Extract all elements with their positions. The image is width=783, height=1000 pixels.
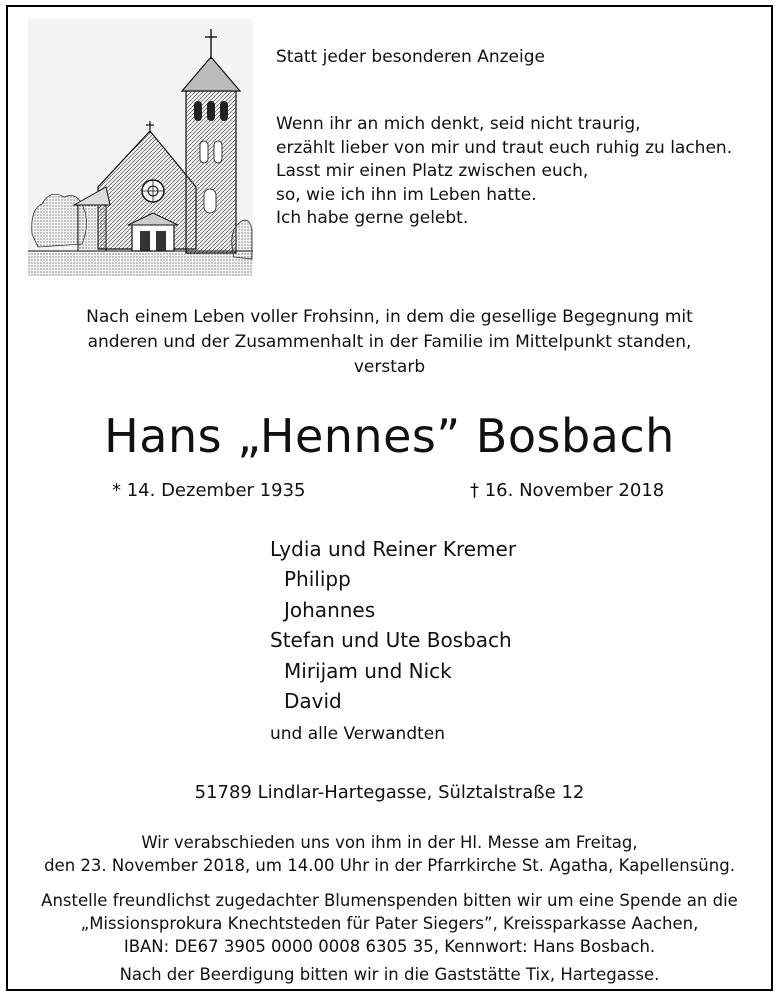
service-info bbox=[8, 831, 771, 877]
intro-heading: Statt jeder besonderen Anzeige bbox=[276, 47, 545, 67]
mourner-entry: Stefan und Ute Bosbach bbox=[270, 628, 512, 653]
poem-line: erzählt lieber von mir und traut euch ruhig zu lachen. bbox=[276, 137, 733, 158]
mourner-entry: Philipp bbox=[284, 567, 351, 592]
poem bbox=[276, 113, 732, 231]
obituary-notice bbox=[6, 5, 773, 991]
lead-line: verstarb bbox=[353, 357, 426, 377]
service-line: den 23. November 2018, um 14.00 Uhr in der Pfarrkirche St. Agatha, Kapellensüng. bbox=[44, 856, 735, 875]
lead-paragraph bbox=[8, 305, 771, 380]
poem-line: Lasst mir einen Platz zwischen euch, bbox=[276, 161, 589, 181]
mourners-list bbox=[270, 534, 516, 716]
service-line: Wir verabschieden uns von ihm in der Hl. Messe am Freitag, bbox=[141, 833, 638, 852]
mourner-entry: Johannes bbox=[284, 597, 376, 622]
poem-line: Ich habe gerne gelebt. bbox=[276, 208, 469, 228]
birth-date: * 14. Dezember 1935 bbox=[112, 480, 306, 501]
mourner-entry: Mirijam und Nick bbox=[284, 658, 452, 683]
donation-line: IBAN: DE67 3905 0000 0008 6305 35, Kennwort: Hans Bosbach. bbox=[123, 937, 656, 956]
lead-line: Nach einem Leben voller Frohsinn, in dem die gesellige Begegnung mit bbox=[86, 307, 693, 327]
address: 51789 Lindlar-Hartegasse, Sülztalstraße 12 bbox=[194, 782, 585, 803]
poem-line: so, wie ich ihn im Leben hatte. bbox=[276, 184, 537, 205]
donation-line: Anstelle freundlichst zugedachter Blumenspenden bitten wir um eine Spende an die bbox=[41, 891, 738, 910]
church-illustration bbox=[28, 19, 253, 276]
relatives-line: und alle Verwandten bbox=[270, 724, 446, 744]
deceased-name: Hans „Hennes” Bosbach bbox=[104, 409, 675, 463]
funeral-reception: Nach der Beerdigung bitten wir in die Gaststätte Tix, Hartegasse. bbox=[119, 965, 660, 984]
mourner-entry: David bbox=[284, 689, 342, 714]
mourner-entry: Lydia und Reiner Kremer bbox=[270, 537, 517, 561]
poem-line: Wenn ihr an mich denkt, seid nicht traurig, bbox=[276, 114, 641, 134]
donation-info bbox=[8, 889, 771, 958]
lead-line: anderen und der Zusammenhalt in der Familie im Mittelpunkt standen, bbox=[87, 332, 692, 352]
death-date: † 16. November 2018 bbox=[470, 480, 665, 501]
donation-line: „Missionsprokura Knechtsteden für Pater Siegers”, Kreissparkasse Aachen, bbox=[80, 914, 699, 933]
